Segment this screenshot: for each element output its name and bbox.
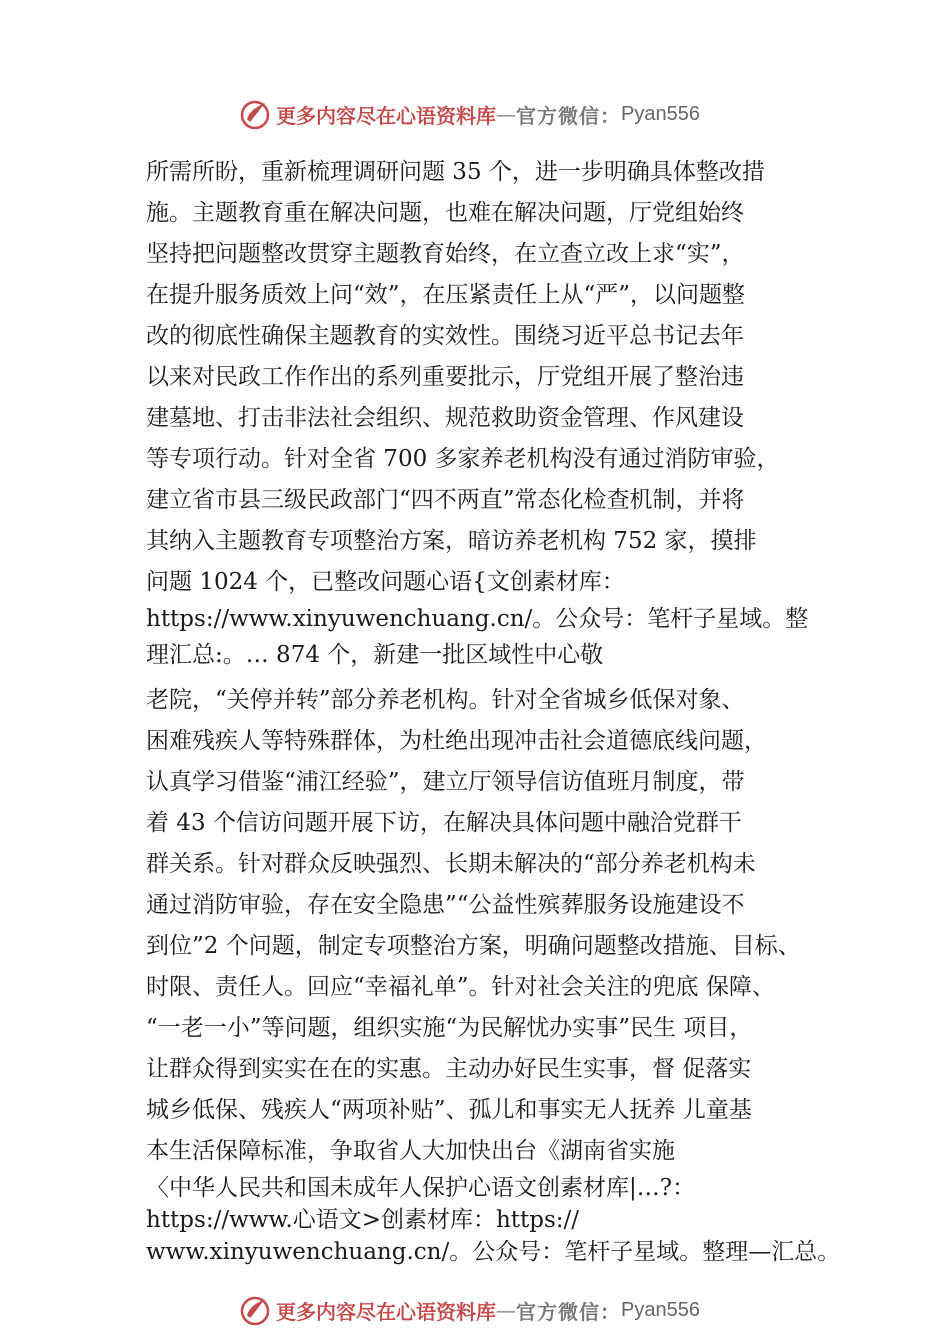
body-line: 坚持把问题整改贯穿主题教育始终，在立查立改上求“实”， — [146, 241, 745, 267]
body-line: 等专项行动。针对全省 700 多家养老机构没有通过消防审验， — [146, 446, 780, 472]
body-line: 理汇总:。… 874 个，新建一批区域性中心敬 — [146, 642, 604, 668]
body-line: 施。主题教育重在解决问题，也难在解决问题，厅党组始终 — [146, 200, 744, 226]
body-line: 改的彻底性确保主题教育的实效性。围绕习近平总书记去年 — [146, 323, 744, 349]
body-line: 困难残疾人等特殊群体，为杜绝出现冲击社会道德底线问题， — [146, 728, 767, 754]
body-line: 建立省市县三级民政部门“四不两直”常态化检查机制，并将 — [146, 487, 745, 513]
body-line: 所需所盼，重新梳理调研问题 35 个，进一步明确具体整改措 — [146, 159, 765, 185]
body-line: 时限、责任人。回应“幸福礼单”。针对社会关注的兜底 保障、 — [146, 974, 775, 1000]
body-line: 着 43 个信访问题开展下访，在解决具体问题中融洽党群干 — [146, 810, 742, 836]
body-line: 问题 1024 个，已整改问题心语{文创素材库： — [146, 569, 625, 595]
body-line: 老院，“关停并转”部分养老机构。针对全省城乡低保对象、 — [146, 687, 745, 713]
header-wechat-label: 官方微信： — [516, 103, 621, 128]
brand-logo-icon — [238, 97, 272, 131]
footer-wechat-label: 官方微信： — [516, 1299, 621, 1324]
body-line: 让群众得到实实在在的实惠。主动办好民生实事，督 促落实 — [146, 1056, 752, 1082]
body-line: 其纳入主题教育专项整治方案，暗访养老机构 752 家，摸排 — [146, 528, 757, 554]
footer-dash: — — [496, 1298, 516, 1322]
header-banner — [238, 96, 700, 132]
body-line: 以来对民政工作作出的系列重要批示，厅党组开展了整治违 — [146, 364, 744, 390]
body-line: https://www.心语文>创素材库：https:// — [146, 1207, 580, 1233]
body-line: 城乡低保、残疾人“两项补贴”、孤儿和事实无人抚养 儿童基 — [146, 1097, 752, 1123]
brand-logo-icon — [238, 1293, 272, 1327]
header-wechat-id: Pyan556 — [621, 102, 700, 125]
header-brand-text: 更多内容尽在心语资料库 — [276, 103, 496, 128]
body-line: 〈中华人民共和国未成年人保护心语文创素材库|…?： — [146, 1175, 696, 1201]
body-line: “一老一小”等问题，组织实施“为民解忧办实事”民生 项目， — [146, 1015, 753, 1041]
body-line: 认真学习借鉴“浦江经验”，建立厅领导信访值班月制度，带 — [146, 769, 745, 795]
body-line: 到位”2 个问题，制定专项整治方案，明确问题整改措施、目标、 — [146, 933, 801, 959]
body-line: https://www.xinyuwenchuang.cn/。公众号：笔杆子星域。整 — [146, 606, 809, 632]
body-line: 本生活保障标准，争取省人大加快出台《湖南省实施 — [146, 1138, 675, 1164]
body-line: 在提升服务质效上问“效”，在压紧责任上从“严”，以问题整 — [146, 282, 746, 308]
footer-banner — [238, 1292, 700, 1328]
body-line: 通过消防审验，存在安全隐患”“公益性殡葬服务设施建设不 — [146, 892, 745, 918]
body-line: 建墓地、打击非法社会组织、规范救助资金管理、作风建设 — [146, 405, 744, 431]
body-line: www.xinyuwenchuang.cn/。公众号：笔杆子星域。整理—汇总。 — [146, 1239, 841, 1265]
body-line: 群关系。针对群众反映强烈、长期未解决的“部分养老机构未 — [146, 851, 756, 877]
document-body — [146, 152, 846, 1268]
footer-wechat-id: Pyan556 — [621, 1298, 700, 1321]
footer-brand-text: 更多内容尽在心语资料库 — [276, 1299, 496, 1324]
header-dash: — — [496, 102, 516, 126]
